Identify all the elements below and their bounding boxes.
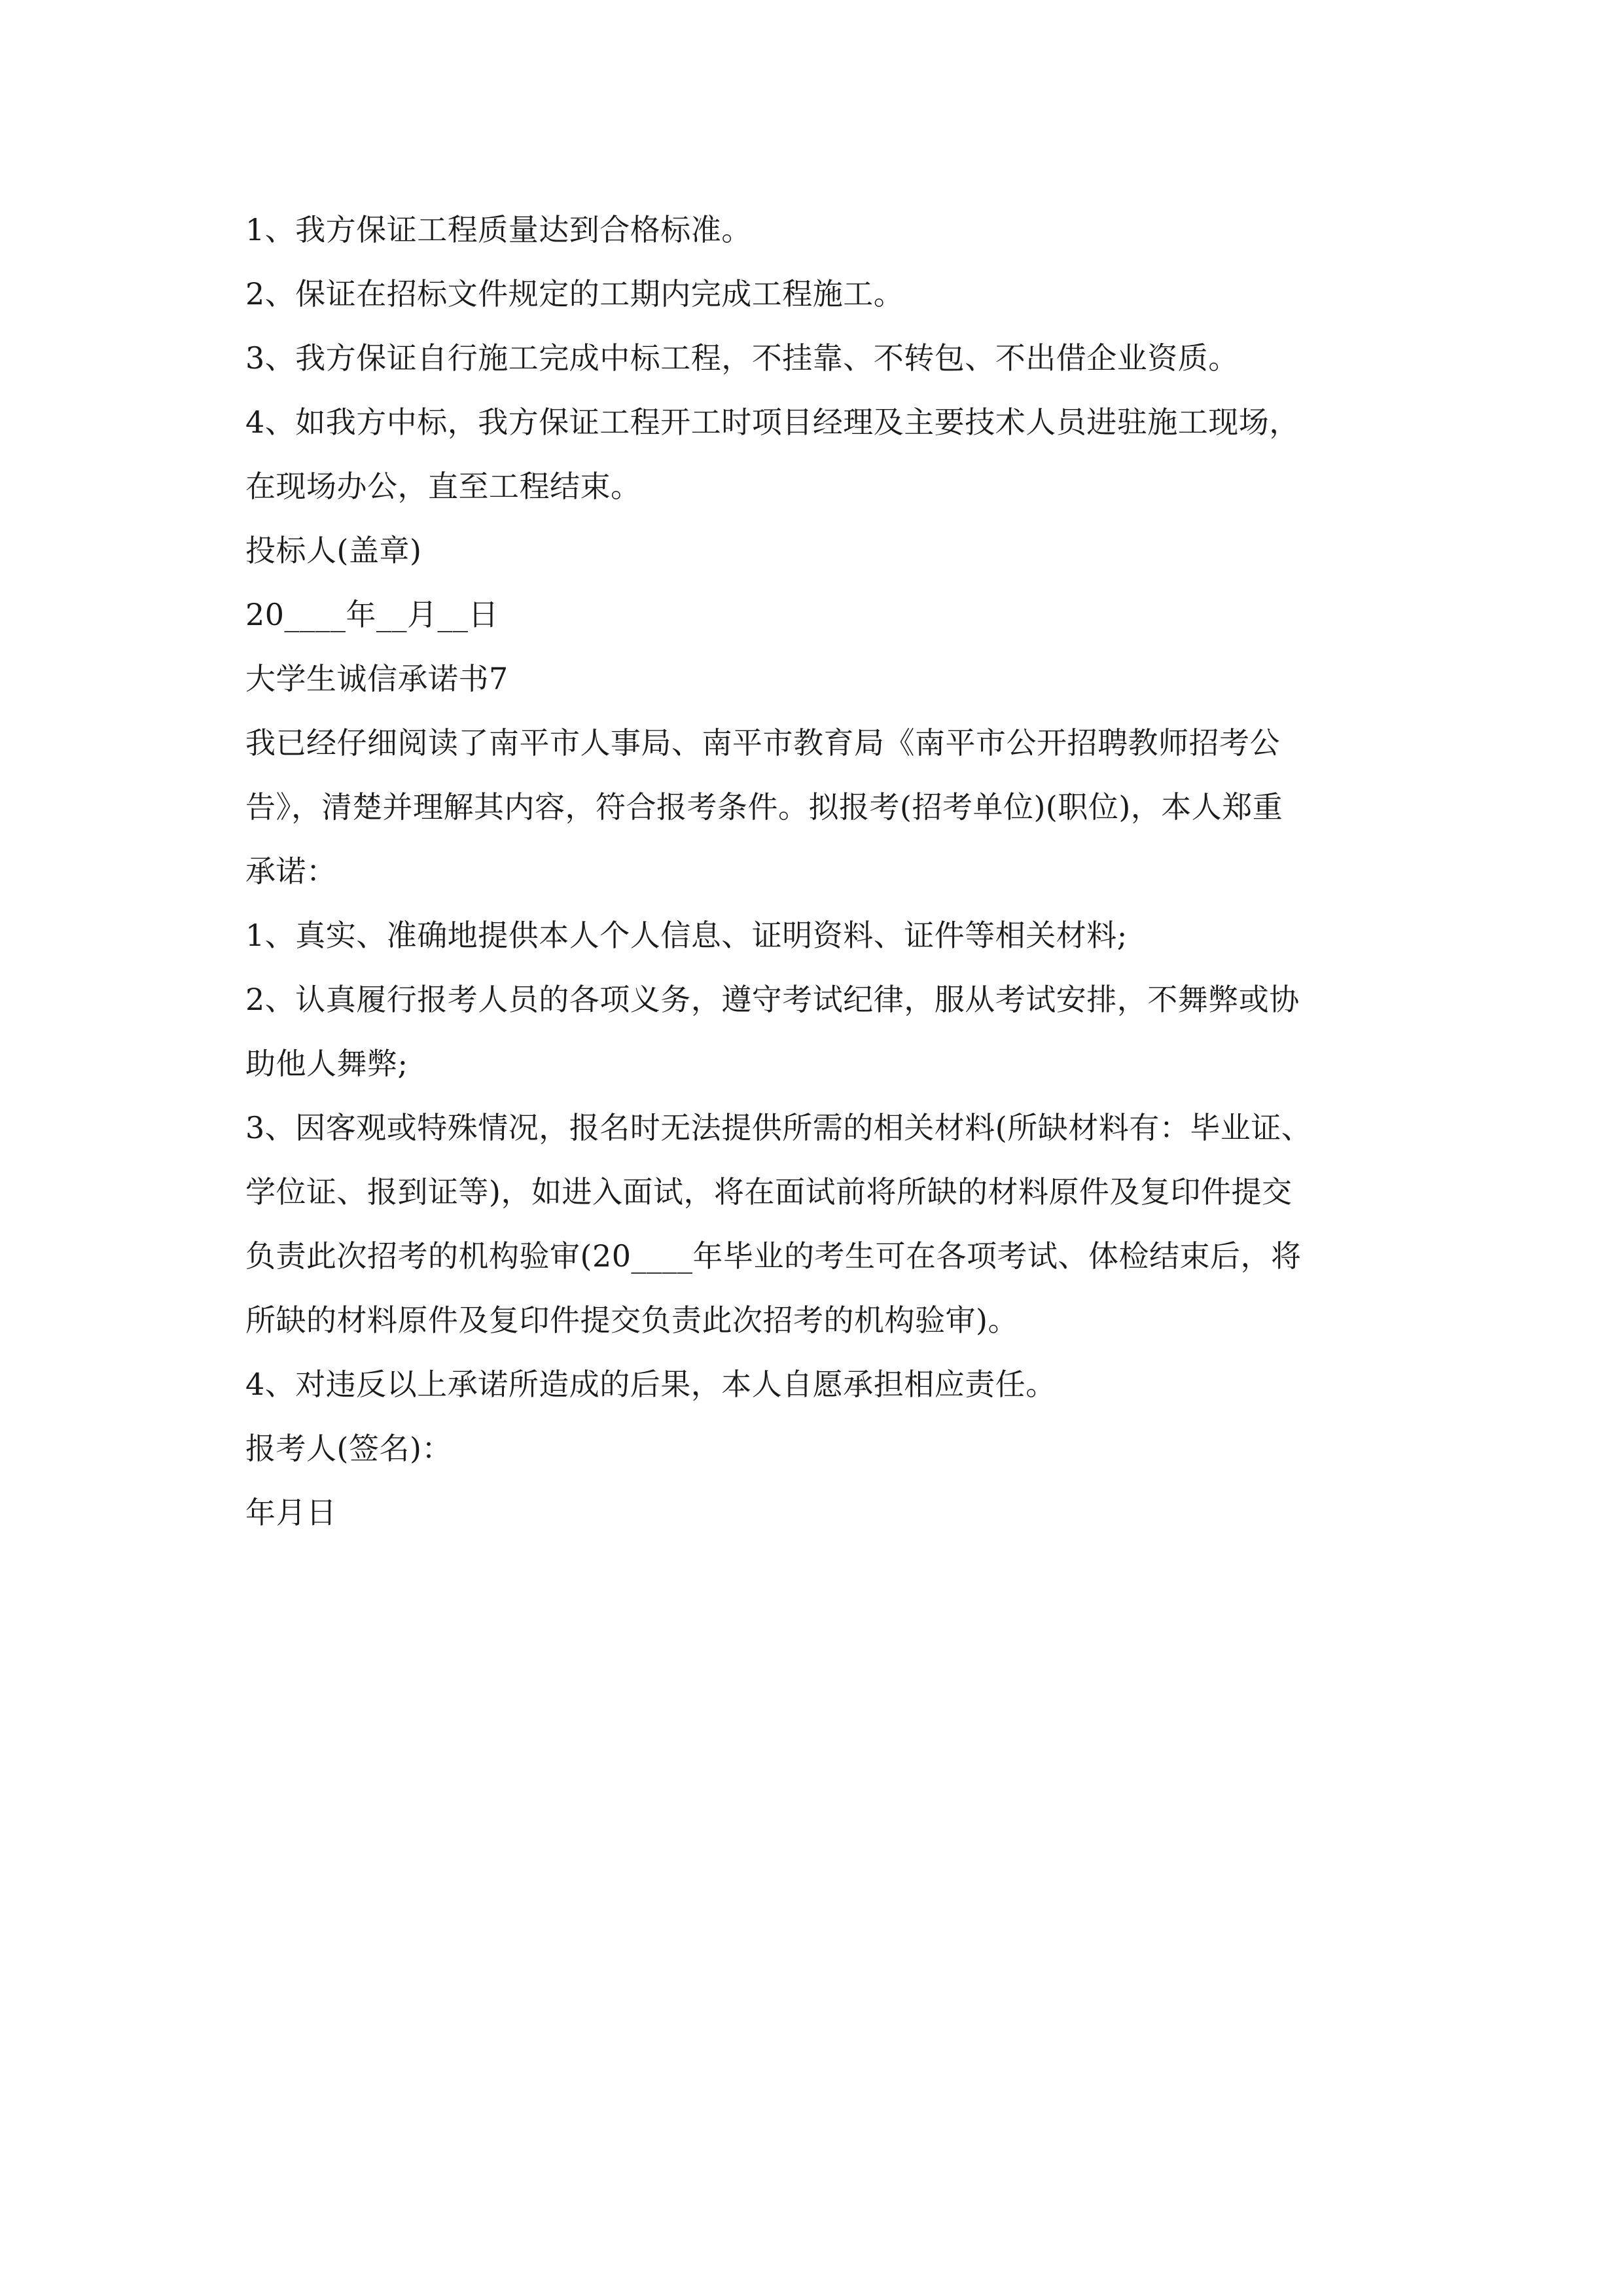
commitment-item-4: 4、如我方中标，我方保证工程开工时项目经理及主要技术人员进驻施工现场， [245, 404, 1300, 440]
bidder-seal-line: 投标人(盖章) [245, 533, 422, 568]
intro-paragraph-line-1: 我已经仔细阅读了南平市人事局、南平市教育局《南平市公开招聘教师招考公 [245, 725, 1280, 761]
pledge-item-2: 2、认真履行报考人员的各项义务，遵守考试纪律，服从考试安排，不舞弊或协 [245, 982, 1300, 1017]
pledge-item-3-continued-1: 学位证、报到证等)，如进入面试，将在面试前将所缺的材料原件及复印件提交 [245, 1174, 1293, 1210]
pledge-item-4: 4、对违反以上承诺所造成的后果，本人自愿承担相应责任。 [245, 1367, 1056, 1402]
pledge-item-1: 1、真实、准确地提供本人个人信息、证明资料、证件等相关材料; [245, 918, 1128, 953]
bid-date-line: 20____年__月__日 [245, 597, 499, 632]
document-body [245, 198, 1397, 1545]
commitment-item-3: 3、我方保证自行施工完成中标工程，不挂靠、不转包、不出借企业资质。 [245, 340, 1239, 376]
intro-paragraph-line-3: 承诺： [245, 853, 337, 889]
intro-paragraph-line-2: 告》，清楚并理解其内容，符合报考条件。拟报考(招考单位)(职位)，本人郑重 [245, 789, 1283, 825]
applicant-signature-line: 报考人(签名)： [245, 1431, 452, 1466]
pledge-item-2-continued: 助他人舞弊; [245, 1046, 408, 1081]
signature-date-line: 年月日 [245, 1495, 337, 1530]
section-title: 大学生诚信承诺书7 [245, 661, 508, 696]
pledge-item-3-continued-3: 所缺的材料原件及复印件提交负责此次招考的机构验审)。 [245, 1302, 1018, 1338]
commitment-item-4-continued: 在现场办公，直至工程结束。 [245, 469, 641, 504]
pledge-item-3-continued-2: 负责此次招考的机构验审(20____年毕业的考生可在各项考试、体检结束后，将 [245, 1238, 1302, 1274]
commitment-item-1: 1、我方保证工程质量达到合格标准。 [245, 212, 752, 247]
pledge-item-3: 3、因客观或特殊情况，报名时无法提供所需的相关材料(所缺材料有：毕业证、 [245, 1110, 1312, 1145]
commitment-item-2: 2、保证在招标文件规定的工期内完成工程施工。 [245, 276, 904, 312]
